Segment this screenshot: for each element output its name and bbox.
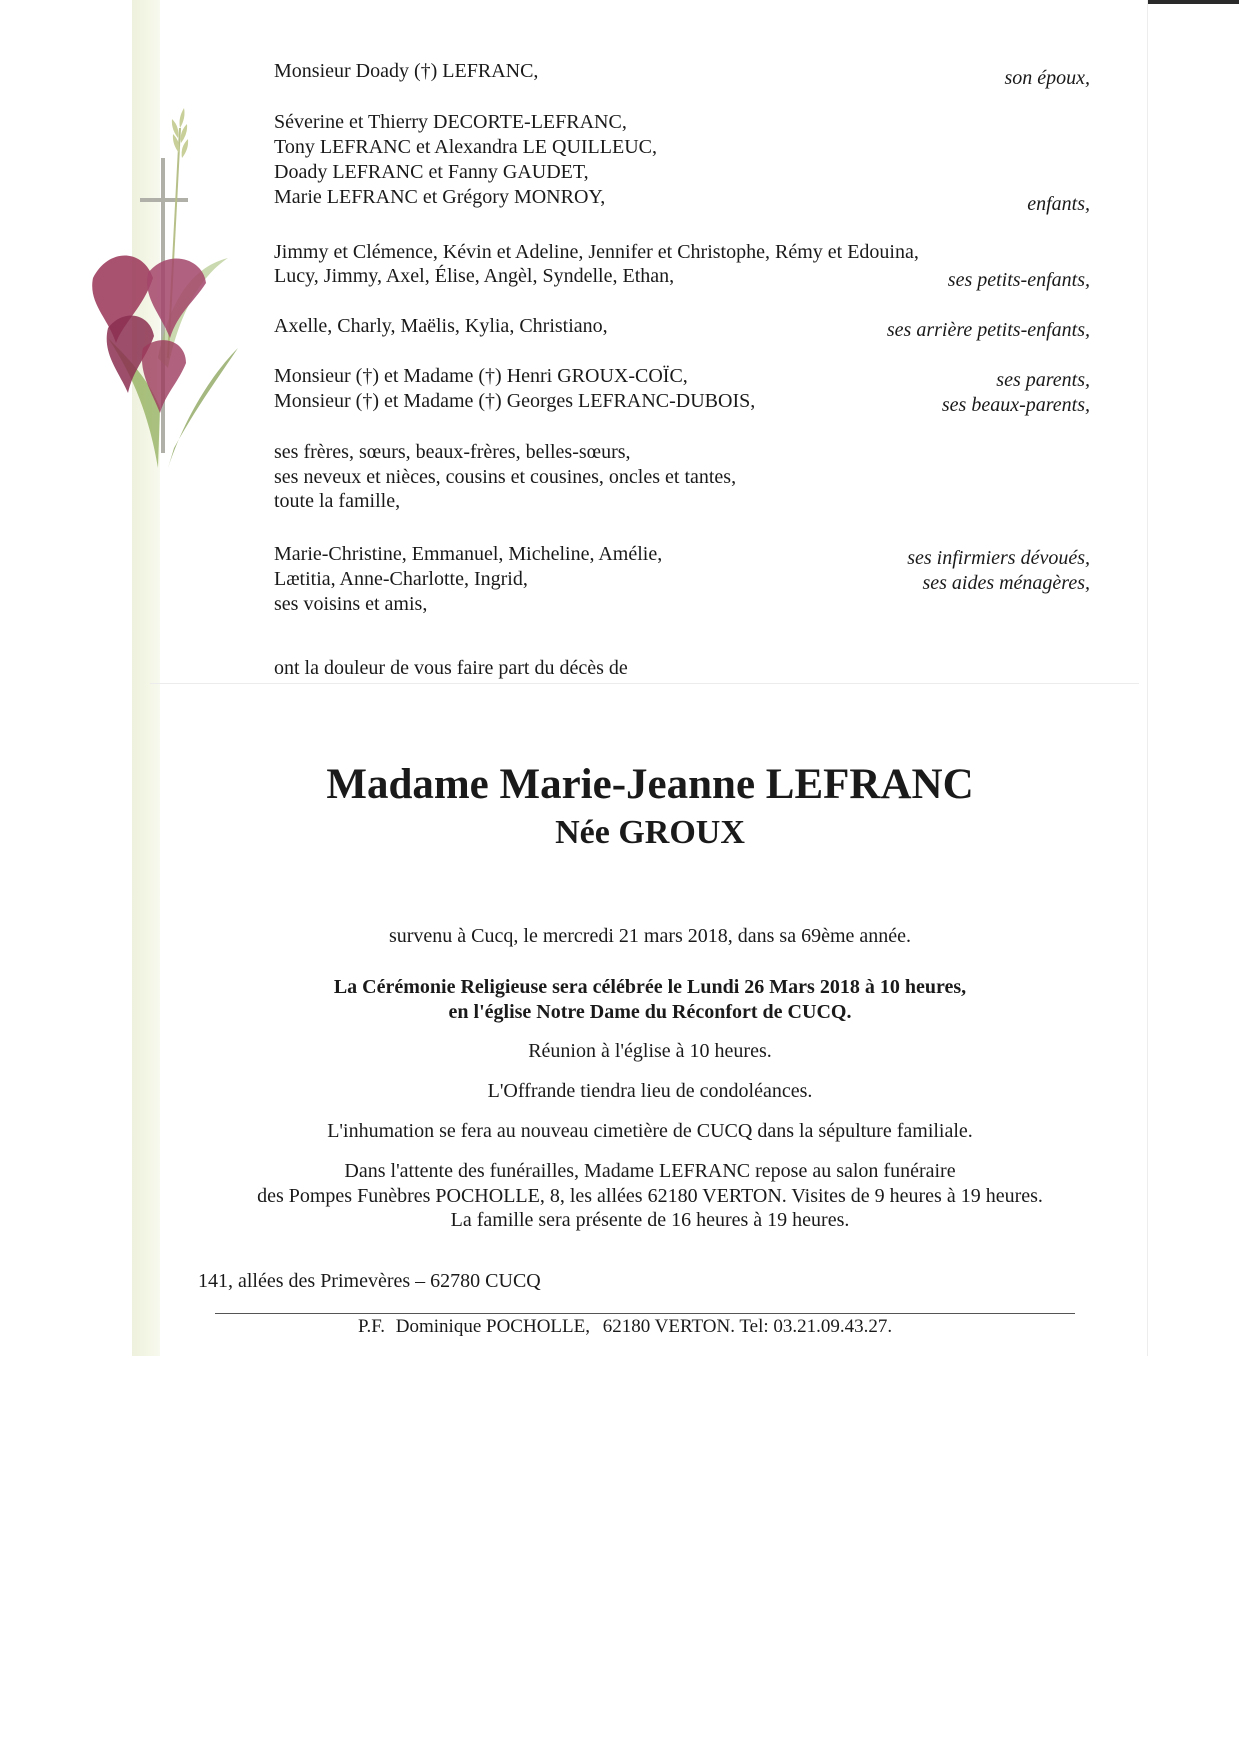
in-laws-relation: ses beaux-parents, (941, 394, 1090, 416)
parents-line: Monsieur (†) et Madame (†) Henri GROUX-COÏC, (274, 365, 688, 387)
carers-line: Marie-Christine, Emmanuel, Micheline, Amélie, (274, 543, 663, 565)
children-name: Doady LEFRANC et Fanny GAUDET, (274, 161, 589, 183)
ceremony-location: en l'église Notre Dame du Réconfort de CUCQ. (448, 1001, 852, 1023)
parents-line: Monsieur (†) et Madame (†) Georges LEFRANC-DUBOIS, (274, 390, 756, 412)
death-details: survenu à Cucq, le mercredi 21 mars 2018, dans sa 69ème année. (388, 925, 912, 947)
deceased-name: Madame Marie-Jeanne LEFRANC (326, 761, 974, 808)
children-relation: enfants, (1027, 193, 1090, 215)
funeral-home-contact: 62180 VERTON. Tel: 03.21.09.43.27. (602, 1316, 893, 1337)
reunion-text: Réunion à l'église à 10 heures. (528, 1040, 772, 1062)
nurses-relation: ses infirmiers dévoués, (907, 547, 1090, 569)
children-name: Marie LEFRANC et Grégory MONROY, (274, 186, 606, 208)
spouse-relation: son époux, (1004, 67, 1090, 89)
carers-line: ses voisins et amis, (274, 593, 428, 615)
offering-text: L'Offrande tiendra lieu de condoléances. (487, 1080, 813, 1102)
grandchildren-line: Lucy, Jimmy, Axel, Élise, Angèl, Syndelle, Ethan, (274, 265, 675, 287)
carers-line: Lætitia, Anne-Charlotte, Ingrid, (274, 568, 528, 590)
family-address: 141, allées des Primevères – 62780 CUCQ (198, 1270, 541, 1292)
children-name: Séverine et Thierry DECORTE-LEFRANC, (274, 111, 627, 133)
deceased-maiden-name: Née GROUX (555, 814, 745, 851)
spouse-name: Monsieur Doady (†) LEFRANC, (274, 60, 539, 82)
top-edge-rule (1148, 0, 1239, 4)
children-name: Tony LEFRANC et Alexandra LE QUILLEUC, (274, 136, 657, 158)
visitation-line: La famille sera présente de 16 heures à 19 heures. (450, 1209, 850, 1231)
grandchildren-line: Jimmy et Clémence, Kévin et Adeline, Jennifer et Christophe, Rémy et Edouina, (274, 241, 919, 263)
visitation-line: Dans l'attente des funérailles, Madame LEFRANC repose au salon funéraire (344, 1160, 956, 1182)
home-helpers-relation: ses aides ménagères, (922, 572, 1090, 594)
announcement-text: ont la douleur de vous faire part du décès de (274, 657, 628, 679)
grandchildren-relation: ses petits-enfants, (947, 269, 1090, 291)
ceremony-line: La Cérémonie Religieuse sera célébrée le Lundi 26 Mars 2018 à 10 heures, (333, 976, 967, 998)
footer-divider (215, 1313, 1075, 1314)
family-line: toute la famille, (274, 490, 401, 512)
funeral-home-footer (358, 1316, 892, 1338)
family-line: ses frères, sœurs, beaux-frères, belles-sœurs, (274, 441, 631, 463)
burial-text: L'inhumation se fera au nouveau cimetière de CUCQ dans la sépulture familiale. (327, 1120, 973, 1142)
great-grandchildren-relation: ses arrière petits-enfants, (886, 319, 1090, 341)
scan-fold-line-horizontal (150, 683, 1139, 684)
funeral-director-name: Dominique POCHOLLE, (395, 1316, 590, 1337)
cross-and-lily-ornament-icon (88, 108, 258, 468)
visitation-line: des Pompes Funèbres POCHOLLE, 8, les allées 62180 VERTON. Visites de 9 heures à 19 heures. (257, 1185, 1043, 1207)
parents-relation: ses parents, (996, 369, 1090, 391)
great-grandchildren-names: Axelle, Charly, Maëlis, Kylia, Christiano, (274, 315, 608, 337)
footer-prefix: P.F. (358, 1316, 386, 1337)
scan-fold-line (1147, 0, 1148, 1356)
family-line: ses neveux et nièces, cousins et cousines, oncles et tantes, (274, 466, 737, 488)
